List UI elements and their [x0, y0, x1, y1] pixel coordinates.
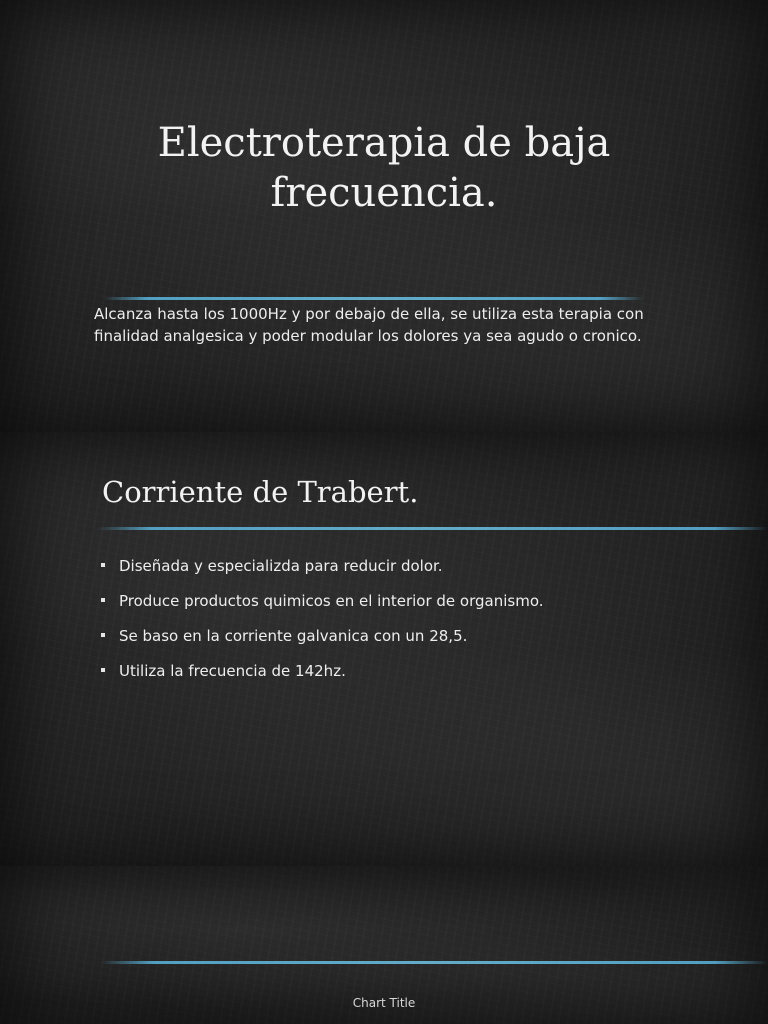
title-line-1: Electroterapia de baja [157, 120, 611, 166]
slide-title-heading [0, 118, 768, 218]
accent-divider [104, 297, 644, 300]
slide-title [0, 0, 768, 432]
accent-divider [98, 527, 768, 530]
slide-heading: Corriente de Trabert. [102, 475, 419, 509]
bullet-text: Diseñada y especializda para reducir dolor. [119, 557, 443, 575]
bullet-text: Produce productos quimicos en el interior de organismo. [119, 592, 544, 610]
bullet-text: Utiliza la frecuencia de 142hz. [119, 662, 346, 680]
slide-trabert [0, 432, 768, 866]
square-bullet-icon [101, 563, 105, 567]
chart-title: Chart Title [352, 996, 416, 1010]
bullet-list [100, 553, 544, 693]
accent-divider [100, 961, 768, 964]
bullet-item [100, 588, 544, 623]
bullet-item [100, 658, 544, 693]
square-bullet-icon [101, 668, 105, 672]
bullet-item [100, 623, 544, 658]
slide-chart [0, 866, 768, 1024]
bullet-text: Se baso en la corriente galvanica con un 28,5. [119, 627, 468, 645]
square-bullet-icon [101, 598, 105, 602]
slide-body-text: Alcanza hasta los 1000Hz y por debajo de ella, se utiliza esta terapia con finalidad analgesica y poder modular los dolores ya sea agudo o cronico. [94, 305, 644, 345]
square-bullet-icon [101, 633, 105, 637]
bullet-item [100, 553, 544, 588]
title-line-2: frecuencia. [270, 170, 498, 216]
